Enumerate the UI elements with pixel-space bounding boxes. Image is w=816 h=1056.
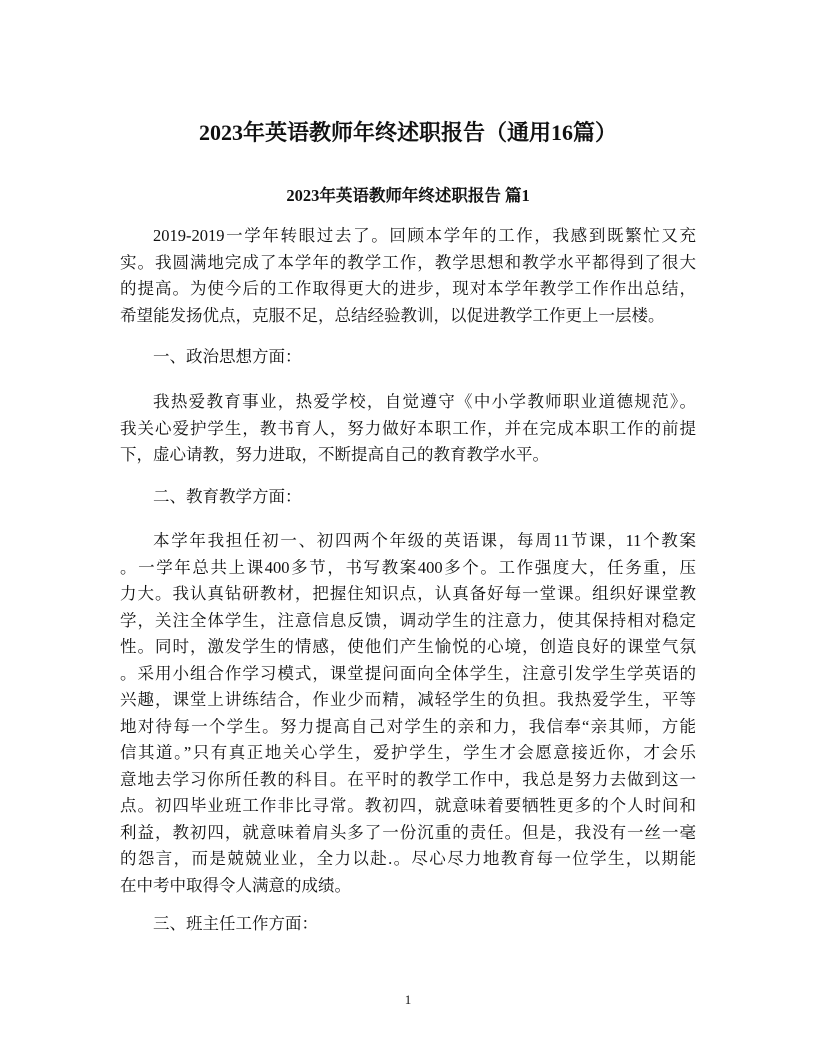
text-line: 我关心爱护学生，教书育人，努力做好本职工作，并在完成本职工作的前提 [120, 418, 696, 438]
text-line: 我热爱教育事业，热爱学校，自觉遵守《中小学教师职业道德规范》。 [153, 392, 696, 411]
text-line: 本学年我担任初一、初四两个年级的英语课，每周11节课，11个教案 [153, 531, 696, 550]
document-title: 2023年英语教师年终述职报告（通用16篇） [198, 120, 617, 145]
text-line: 的怨言，而是兢兢业业，全力以赴.。尽心尽力地教育每一位学生，以期能 [120, 849, 696, 868]
section-title: 2023年英语教师年终述职报告 篇1 [286, 186, 530, 205]
page-number: 1 [404, 992, 412, 1007]
heading-class-teacher: 三、班主任工作方面： [153, 914, 318, 933]
text-line: 实。我圆满地完成了本学年的教学工作，教学思想和教学水平都得到了很大 [120, 252, 696, 272]
heading-political: 一、政治思想方面： [153, 347, 302, 366]
text-line: 希望能发扬优点，克服不足，总结经验教训，以促进教学工作更上一层楼。 [120, 305, 665, 325]
text-line: 信其道。”只有真正地关心学生，爱护学生，学生才会愿意接近你，才会乐 [120, 743, 696, 762]
text-line: 点。初四毕业班工作非比寻常。教初四，就意味着要牺牲更多的个人时间和 [120, 796, 696, 815]
text-line: 在中考中取得令人满意的成绩。 [120, 875, 351, 895]
text-line: 学，关注全体学生，注意信息反馈，调动学生的注意力，使其保持相对稳定 [120, 610, 696, 630]
text-line: 的提高。为使今后的工作取得更大的进步，现对本学年教学工作作出总结， [120, 279, 696, 298]
text-line: 意地去学习你所任教的科目。在平时的教学工作中，我总是努力去做到这一 [120, 769, 696, 789]
text-line: 兴趣，课堂上讲练结合，作业少而精，减轻学生的负担。我热爱学生，平等 [120, 690, 696, 709]
text-line: 地对待每一个学生。努力提高自己对学生的亲和力，我信奉“亲其师，方能 [120, 716, 696, 736]
heading-teaching: 二、教育教学方面： [153, 487, 302, 506]
text-line: 。一学年总共上课400多节，书写教案400多个。工作强度大，任务重，压 [120, 557, 696, 577]
text-line: 2019-2019一学年转眼过去了。回顾本学年的工作，我感到既繁忙又充 [153, 226, 696, 245]
paragraph-political [120, 389, 696, 469]
paragraph-intro [120, 223, 696, 329]
text-line: 下，虚心请教，努力进取，不断提高自己的教育教学水平。 [120, 445, 549, 464]
text-line: 力大。我认真钻研教材，把握住知识点，认真备好每一堂课。组织好课堂教 [120, 584, 696, 603]
text-line: 性。同时，激发学生的情感，使他们产生愉悦的心境，创造良好的课堂气氛 [120, 637, 696, 656]
paragraph-teaching [120, 528, 696, 899]
text-line: 。采用小组合作学习模式，课堂提问面向全体学生，注意引发学生学英语的 [120, 663, 696, 683]
text-line: 利益，教初四，就意味着肩头多了一份沉重的责任。但是，我没有一丝一毫 [120, 822, 696, 842]
